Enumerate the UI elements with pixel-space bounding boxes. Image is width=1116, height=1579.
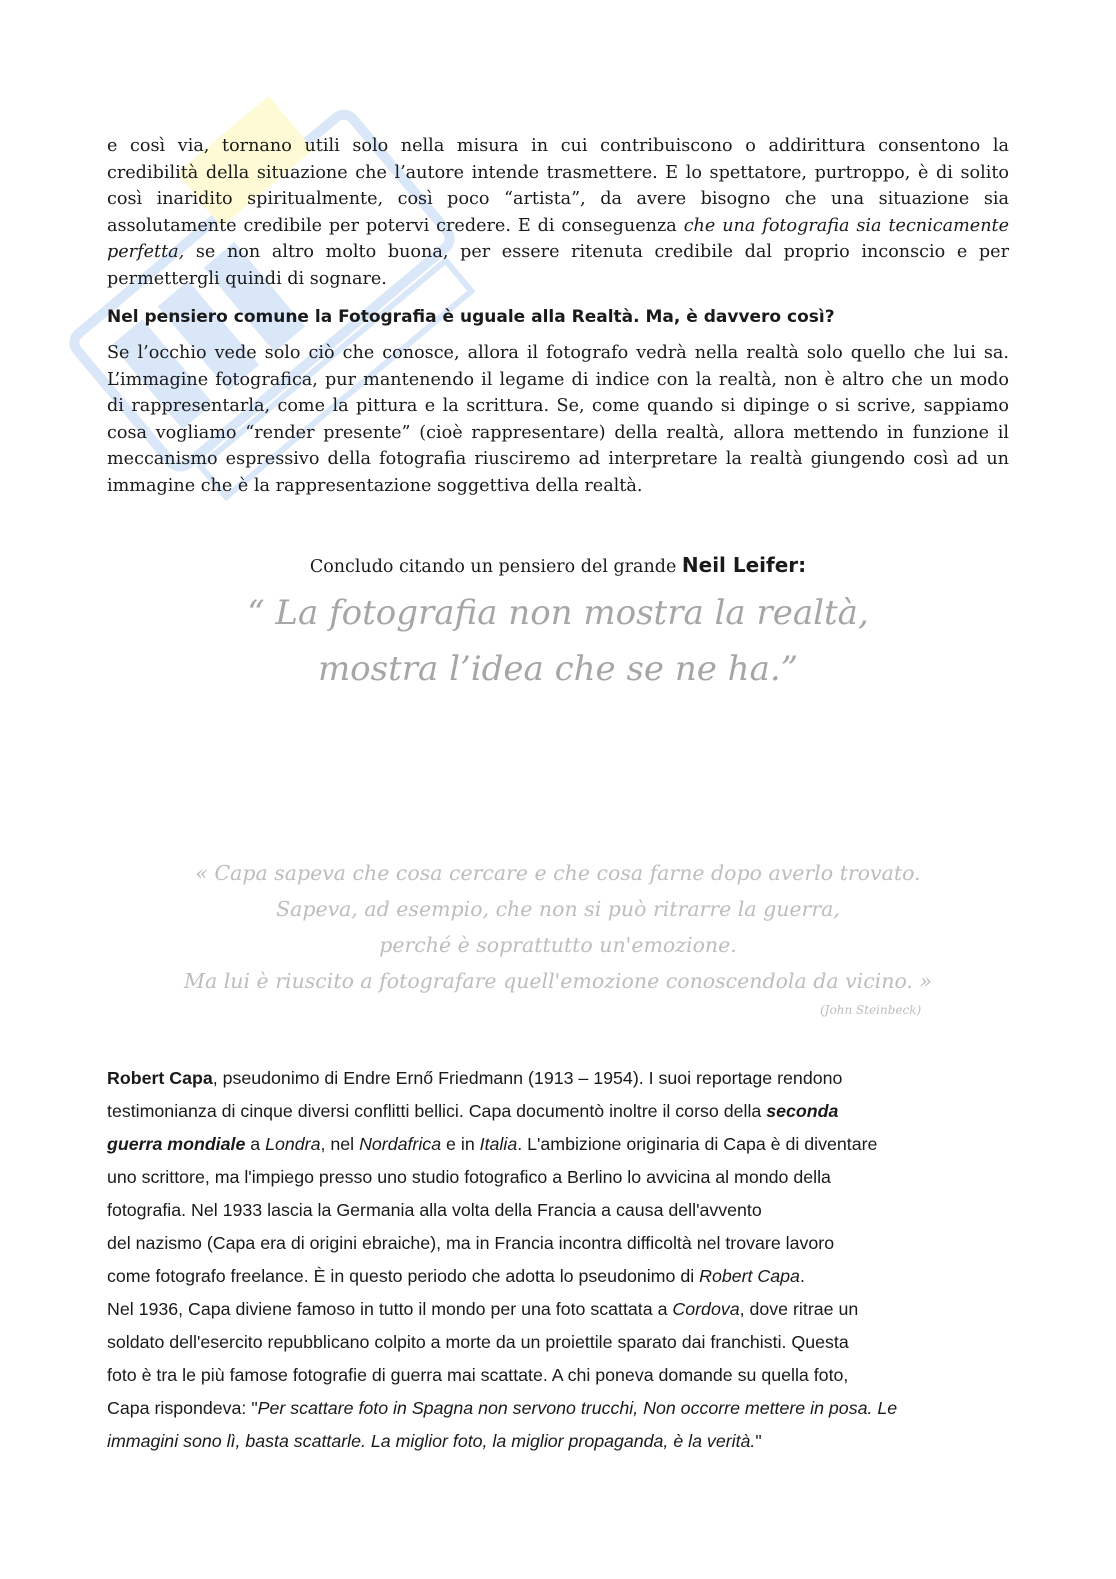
steinbeck-quote-line: Sapeva, ad esempio, che non si può ritrarre la guerra,: [276, 897, 840, 921]
paragraph-line: fotografia. Nel 1933 lascia la Germania alla volta della Francia a causa dell'avvento: [107, 1200, 762, 1220]
paragraph-2: [107, 340, 1009, 499]
bold-italic-span: seconda: [766, 1101, 839, 1121]
bold-span: Robert Capa: [107, 1068, 213, 1088]
italic-span: Italia: [479, 1134, 518, 1154]
text-span: e in: [441, 1134, 480, 1154]
paragraph-line: uno scrittore, ma l'impiego presso uno studio fotografico a Berlino lo avvicina al mondo della: [107, 1167, 831, 1187]
text-span: assolutamente credibile per potervi credere. E di conseguenza: [107, 215, 677, 236]
text-span: .: [799, 1266, 805, 1286]
text-span: , pseudonimo di Endre Ernő Friedmann (1913 – 1954). I suoi reportage rendono: [212, 1068, 843, 1088]
paragraph-line: [107, 1260, 987, 1293]
text-span: Capa rispondeva: ": [107, 1398, 258, 1418]
italic-span: Londra: [265, 1134, 321, 1154]
text-span: , dove ritrae un: [739, 1299, 859, 1319]
steinbeck-quote-line: Ma lui è riuscito a fotografare quell'emozione conoscendola da vicino. »: [184, 969, 932, 993]
paragraph-line: permettergli quindi di sognare.: [107, 268, 387, 289]
italic-span: immagini sono lì, basta scattarle. La miglior foto, la miglior propaganda, è la verità.: [107, 1431, 756, 1451]
text-span: testimonianza di cinque diversi conflitti bellici. Capa documentò inoltre il corso della: [107, 1101, 762, 1121]
paragraph-line: [107, 1392, 987, 1425]
featured-quote-line: “ La fotografia non mostra la realtà,: [247, 593, 869, 633]
italic-span: Cordova: [672, 1299, 740, 1319]
quote-intro-text: Concludo citando un pensiero del grande: [309, 557, 677, 577]
text-span: , nel: [320, 1134, 360, 1154]
paragraph-line: foto è tra le più famose fotografie di guerra mai scattate. A chi poneva domande su quella foto,: [107, 1365, 849, 1385]
paragraph-line: [107, 1425, 987, 1458]
featured-quote-line: mostra l’idea che se ne ha.”: [317, 649, 799, 689]
italic-span: Robert Capa: [699, 1266, 800, 1286]
paragraph-1: [107, 133, 1009, 292]
text-span: . L'ambizione originaria di Capa è di diventare: [517, 1134, 878, 1154]
paragraph-line: così inaridito spiritualmente, così poco “artista”, da avere bisogno che una situazione sia: [107, 189, 1009, 209]
featured-quote: [0, 585, 1116, 697]
paragraph-line: del nazismo (Capa era di origini ebraiche), ma in Francia incontra difficoltà nel trovare lavoro: [107, 1233, 835, 1253]
steinbeck-quote-author: (John Steinbeck): [820, 1003, 922, 1017]
section-heading: Nel pensiero comune la Fotografia è uguale alla Realtà. Ma, è davvero così?: [107, 307, 835, 327]
paragraph-line: di rappresentarla, come la pittura e la scrittura. Se, come quando si dipinge o si scrive, sappiamo: [107, 396, 1009, 416]
steinbeck-quote: [0, 855, 1116, 999]
paragraph-line: [107, 1095, 987, 1128]
text-span: Nel 1936, Capa diviene famoso in tutto il mondo per una foto scattata a: [107, 1299, 673, 1319]
steinbeck-quote-line: « Capa sapeva che cosa cercare e che cosa farne dopo averlo trovato.: [195, 861, 921, 885]
paragraph-line: [107, 213, 1009, 240]
text-span: a: [245, 1134, 266, 1154]
italic-span: Nordafrica: [359, 1134, 442, 1154]
paragraph-line: immagine che è la rappresentazione soggettiva della realtà.: [107, 475, 643, 496]
paragraph-line: Se l’occhio vede solo ciò che conosce, allora il fotografo vedrà nella realtà solo quello che lui sa.: [107, 343, 1009, 363]
paragraph-line: e così via, tornano utili solo nella misura in cui contribuiscono o addirittura consentono la: [107, 136, 1009, 156]
text-span: come fotografo freelance. È in questo periodo che adotta lo pseudonimo di: [107, 1266, 700, 1286]
text-span: ": [755, 1431, 762, 1451]
quote-author-name: Neil Leifer:: [681, 553, 807, 577]
italic-span: perfetta,: [107, 242, 185, 262]
paragraph-line: cosa vogliamo “render presente” (cioè rappresentare) della realtà, allora mettendo in funzione il: [107, 422, 1009, 443]
paragraph-line: meccanismo espressivo della fotografia riusciremo ad interpretare la realtà giungendo così ad un: [107, 449, 1009, 469]
italic-span: che una fotografia sia tecnicamente: [683, 215, 1010, 236]
paragraph-line: [107, 1293, 987, 1326]
paragraph-line: [107, 239, 1009, 266]
paragraph-line: [107, 1062, 987, 1095]
bold-italic-span: guerra mondiale: [107, 1134, 246, 1154]
paragraph-line: credibilità della situazione che l’autore intende trasmettere. E lo spettatore, purtroppo, è di solito: [107, 162, 1009, 183]
italic-span: Per scattare foto in Spagna non servono trucchi, Non occorre mettere in posa. Le: [257, 1398, 898, 1418]
steinbeck-quote-line: perché è soprattutto un'emozione.: [379, 933, 737, 957]
paragraph-line: L’immagine fotografica, pur mantenendo il legame di indice con la realtà, non è altro che un modo: [107, 369, 1009, 390]
quote-intro: [0, 553, 1116, 577]
paragraph-line: soldato dell'esercito repubblicano colpito a morte da un proiettile sparato dai franchisti. Questa: [107, 1332, 849, 1352]
paragraph-line: [107, 1128, 987, 1161]
text-span: se non altro molto buona, per essere ritenuta credibile dal proprio inconscio e per: [195, 242, 1009, 262]
paragraph-3: [107, 1062, 987, 1458]
